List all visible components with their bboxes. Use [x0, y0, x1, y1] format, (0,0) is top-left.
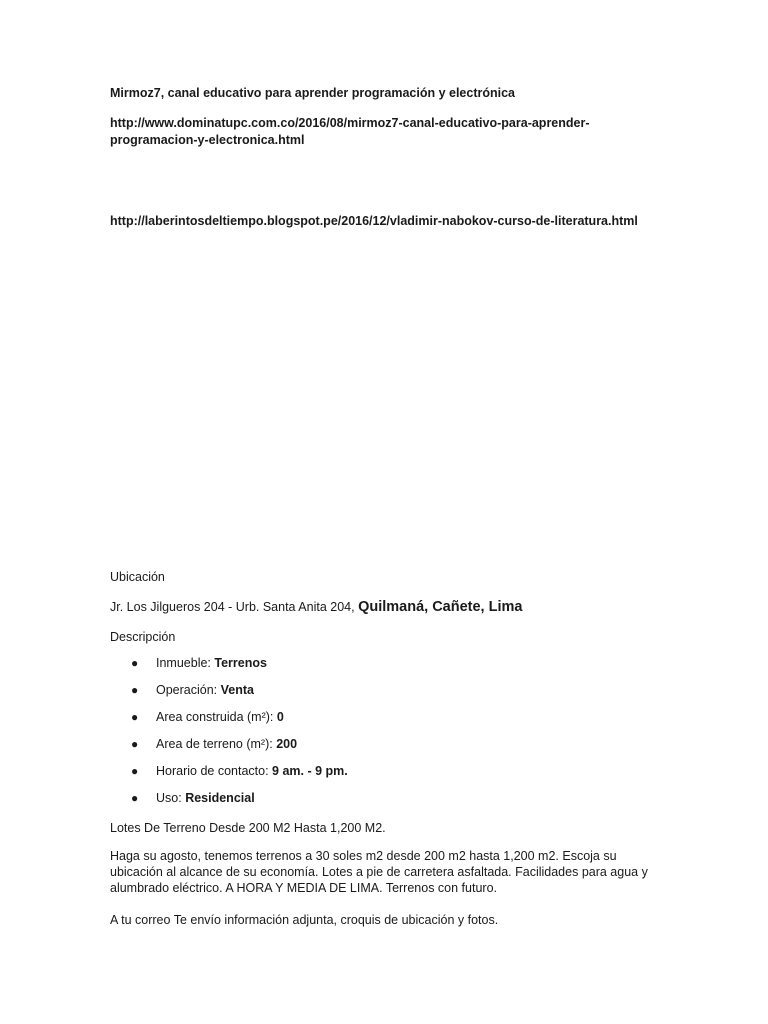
detail-label: Area de terreno (m²):: [156, 737, 277, 751]
lotes-line: Lotes De Terreno Desde 200 M2 Hasta 1,200 M2.: [110, 821, 386, 835]
detail-label: Uso:: [156, 791, 186, 805]
body-line-2: ubicación al alcance de su economía. Lotes a pie de carretera asfaltada. Facilidades para agua y: [110, 865, 648, 879]
list-item: [110, 735, 610, 762]
detail-value: Terrenos: [214, 656, 267, 670]
address-street: Jr. Los Jilgueros 204 - Urb. Santa Anita 204,: [110, 600, 359, 614]
detail-label: Area construida (m²):: [156, 710, 277, 724]
article-title: Mirmoz7, canal educativo para aprender programación y electrónica: [110, 86, 515, 100]
bullet-icon: ●: [131, 683, 139, 697]
list-item: [110, 708, 610, 735]
detail-value: 200: [276, 737, 298, 751]
details-list: [110, 654, 610, 816]
bullet-icon: ●: [131, 737, 139, 751]
bullet-icon: ●: [131, 710, 139, 724]
descripcion-heading: Descripción: [110, 630, 176, 644]
body-paragraph: [110, 848, 690, 896]
address-line: [110, 599, 670, 615]
detail-label: Operación:: [156, 683, 221, 697]
bullet-icon: ●: [131, 656, 139, 670]
body-line-1: Haga su agosto, tenemos terrenos a 30 soles m2 desde 200 m2 hasta 1,200 m2. Escoja su: [110, 849, 617, 863]
url-dominatupc-line1[interactable]: http://www.dominatupc.com.co/2016/08/mirmoz7-canal-educativo-para-aprender-: [110, 116, 590, 130]
address-city: Quilmaná, Cañete, Lima: [358, 599, 523, 615]
list-item: [110, 681, 610, 708]
list-item: [110, 789, 610, 816]
body-line-3: alumbrado eléctrico. A HORA Y MEDIA DE LIMA. Terrenos con futuro.: [110, 881, 497, 895]
url-laberintos[interactable]: http://laberintosdeltiempo.blogspot.pe/2016/12/vladimir-nabokov-curso-de-literatura.html: [110, 214, 638, 228]
url-dominatupc-line2[interactable]: programacion-y-electronica.html: [110, 133, 305, 147]
list-item: [110, 654, 610, 681]
detail-value: Residencial: [185, 791, 255, 805]
list-item: [110, 762, 610, 789]
bullet-icon: ●: [131, 791, 139, 805]
detail-label: Inmueble:: [156, 656, 215, 670]
ubicacion-heading: Ubicación: [110, 570, 165, 584]
correo-line: A tu correo Te envío información adjunta, croquis de ubicación y fotos.: [110, 913, 499, 927]
detail-value: Venta: [220, 683, 254, 697]
detail-value: 0: [276, 710, 284, 724]
bullet-icon: ●: [131, 764, 139, 778]
detail-value: 9 am. - 9 pm.: [272, 764, 348, 778]
detail-label: Horario de contacto:: [156, 764, 273, 778]
